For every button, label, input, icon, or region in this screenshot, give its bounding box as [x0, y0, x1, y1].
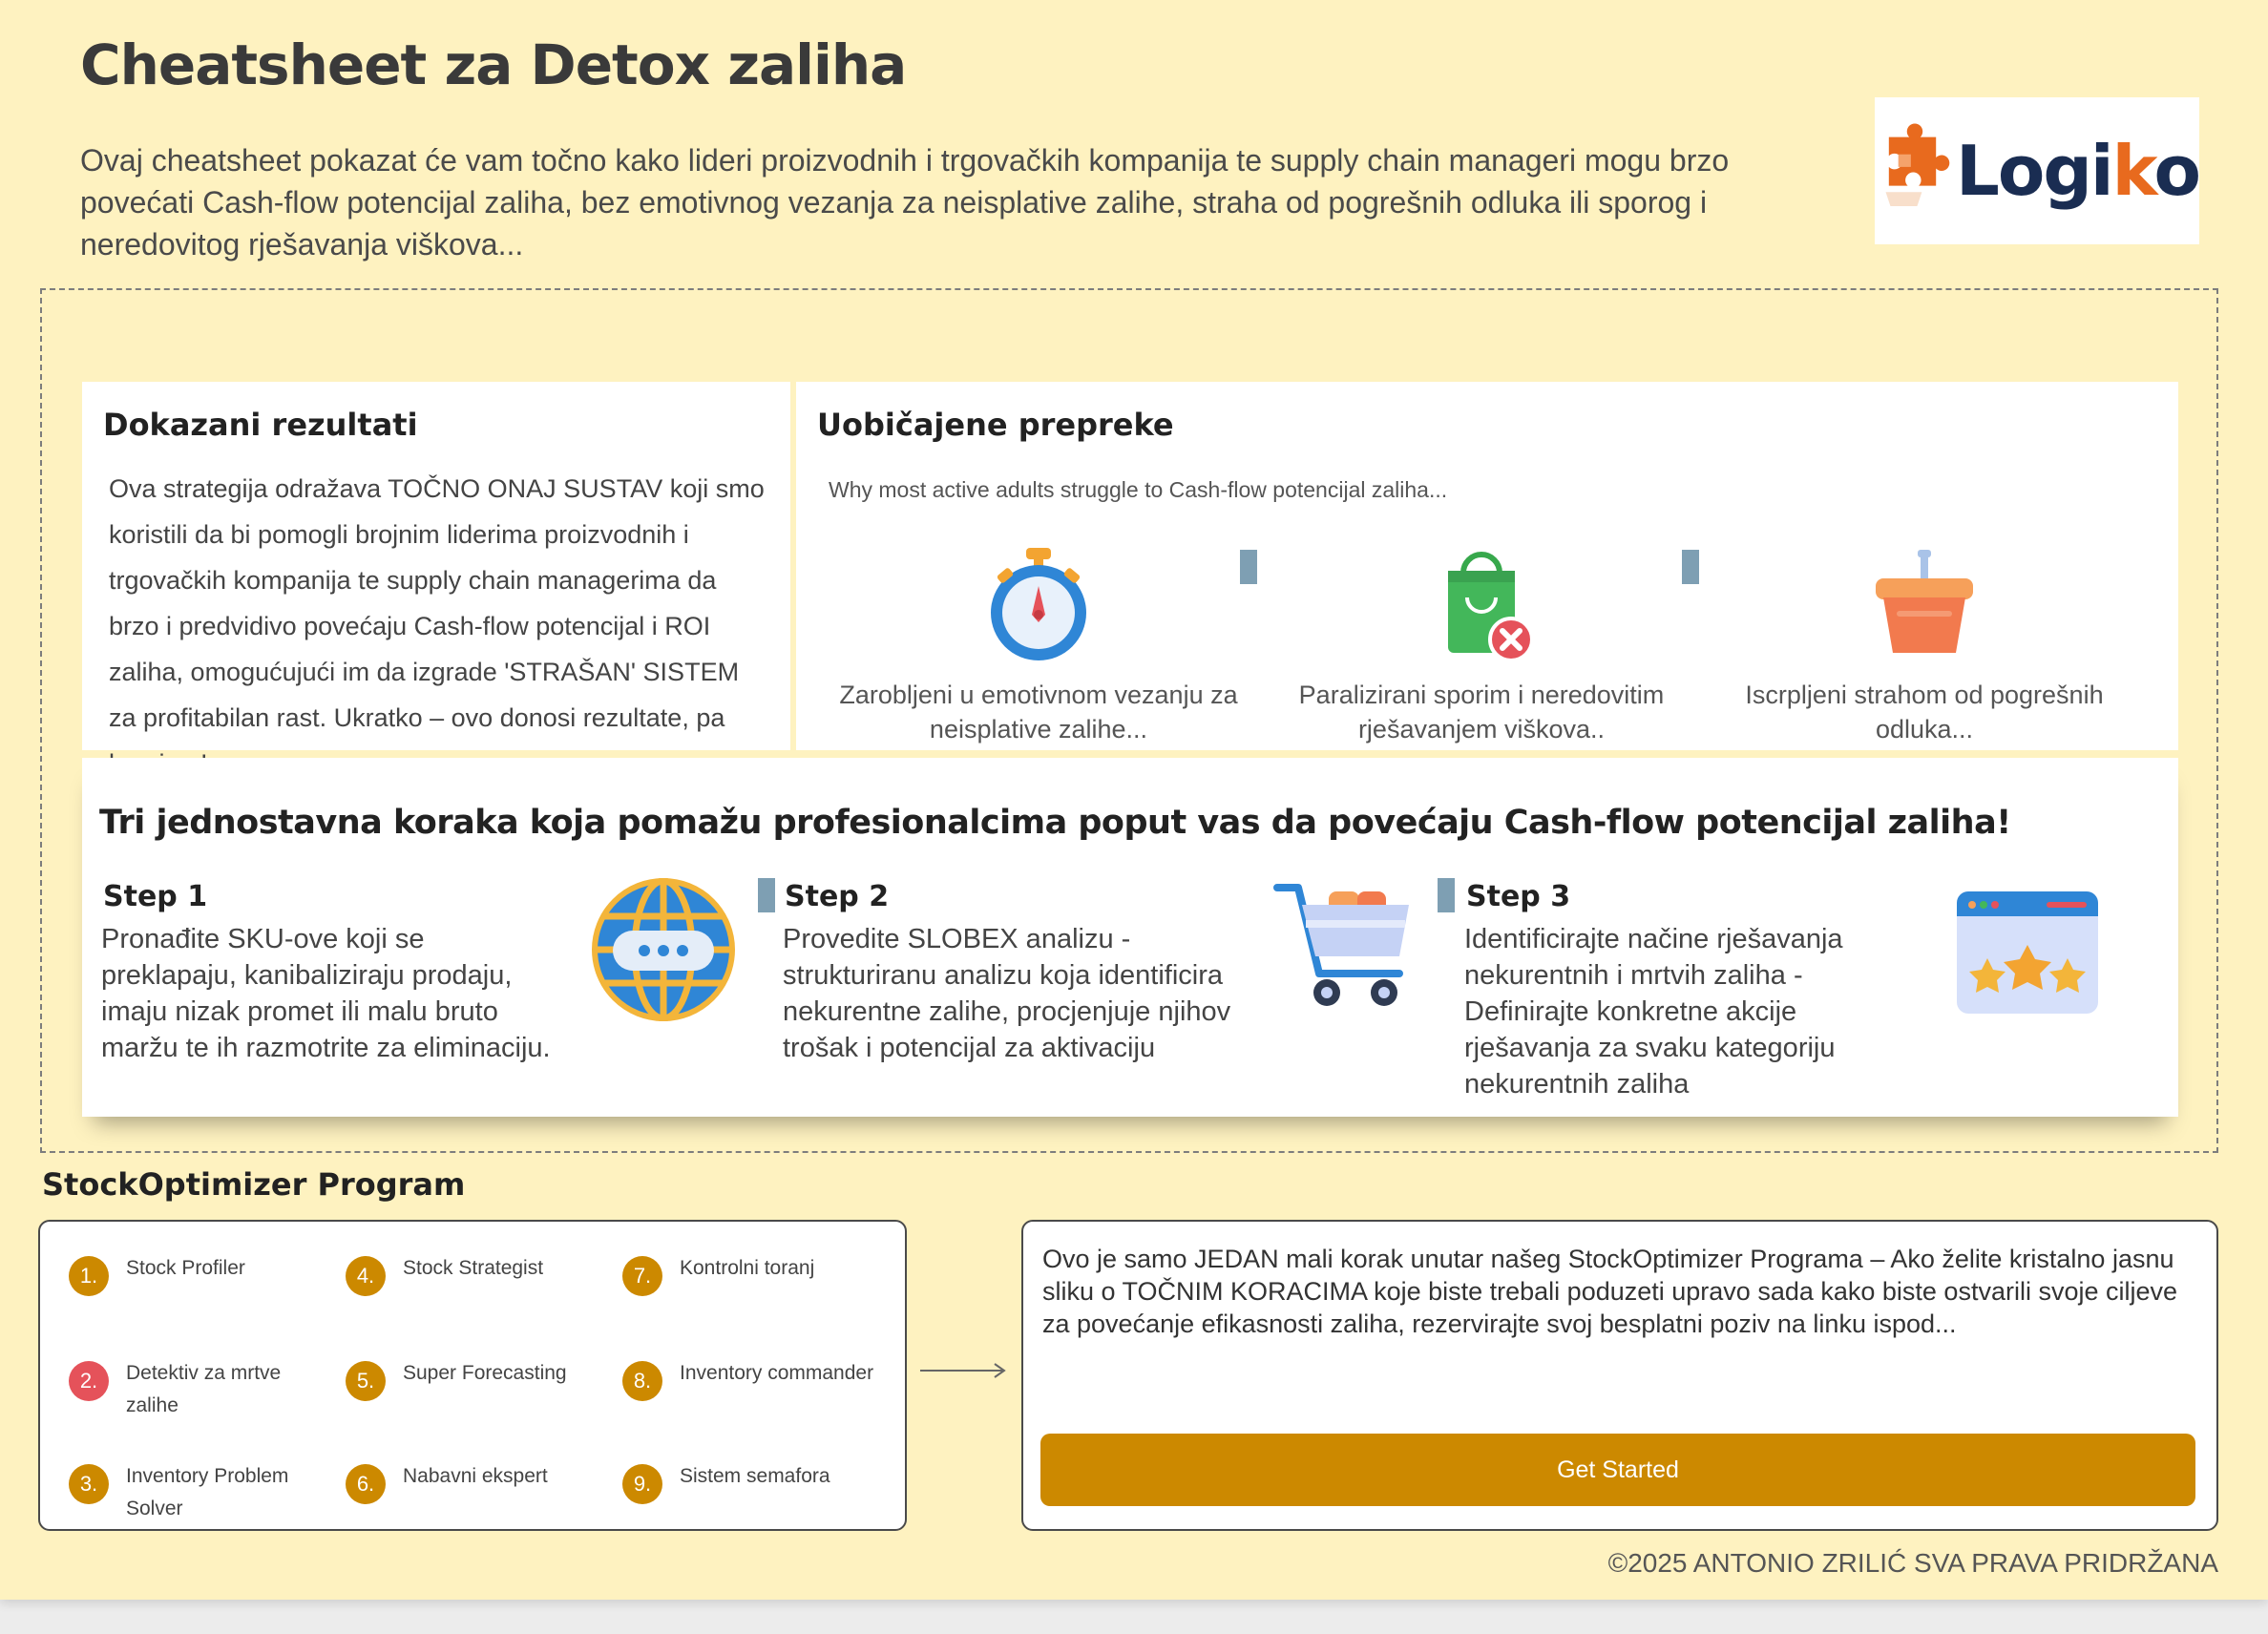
- common-obstacles-subtitle: Why most active adults struggle to Cash-flow potencijal zaliha...: [829, 477, 1448, 502]
- shopping-bag-cancel-icon: [1419, 544, 1544, 668]
- intro-text: Ovaj cheatsheet pokazat će vam točno kako lideri proizvodnih i trgovačkih kompanija te supply chain manageri mogu brzo povećati Cash-flow potencijal zaliha, bez emotivnog vezanja za neisplative zalihe, straha od pogrešnih odluka ili sporog i neredovitog rješavanja viškova...: [80, 143, 1730, 262]
- arrow-right-icon: [918, 1361, 1008, 1380]
- obstacle-item: [1724, 544, 2125, 746]
- divider-mark: [758, 878, 775, 912]
- program-item: [622, 1252, 880, 1296]
- rating-stars-icon: [1955, 890, 2100, 1016]
- proven-results-heading: Dokazani rezultati: [103, 407, 418, 443]
- obstacle-item: [838, 544, 1239, 746]
- step-number-badge: 4.: [346, 1256, 386, 1296]
- program-heading: StockOptimizer Program: [42, 1166, 466, 1203]
- page-title: Cheatsheet za Detox zaliha: [80, 32, 907, 97]
- program-item: [622, 1357, 880, 1401]
- step-number-badge: 9.: [622, 1464, 662, 1504]
- program-item-label: Sistem semafora: [680, 1465, 830, 1487]
- steps-heading: Tri jednostavna koraka koja pomažu profesionalcima poput vas da povećaju Cash-flow potencijal zaliha!: [99, 804, 2011, 842]
- step-number-badge: 5.: [346, 1361, 386, 1401]
- obstacle-text: Paralizirani sporim i neredovitim rješavanjem viškova..: [1298, 681, 1665, 744]
- footer-copyright: ©2025 ANTONIO ZRILIĆ SVA PRAVA PRIDRŽANA: [1607, 1548, 2218, 1578]
- step-title: Step 3: [1466, 880, 1571, 913]
- step-number-badge: 6.: [346, 1464, 386, 1504]
- program-item-label: Inventory commander: [680, 1362, 874, 1384]
- step-title: Step 1: [103, 880, 208, 913]
- program-item: [69, 1357, 326, 1422]
- step-item: [1464, 880, 1922, 1102]
- obstacle-text: Iscrpljeni strahom od pogrešnih odluka...: [1745, 681, 2104, 744]
- step-number-badge: 8.: [622, 1361, 662, 1401]
- divider-mark: [1438, 878, 1455, 912]
- stopwatch-icon: [976, 544, 1101, 668]
- program-item-label: Kontrolni toranj: [680, 1257, 815, 1279]
- program-item-label: Nabavni ekspert: [403, 1465, 548, 1487]
- program-item: [346, 1357, 603, 1401]
- puzzle-logo-icon: [1875, 118, 1950, 223]
- program-item: [622, 1460, 880, 1504]
- globe-chat-icon: [592, 878, 735, 1021]
- proven-results-text: Ova strategija odražava TOČNO ONAJ SUSTAV koji smo koristili da bi pomogli brojnim liderima proizvodnih i trgovačkih kompanija te supply chain managerima da brzo i predvidivo povećaju Cash-flow potencijal i ROI zaliha, omogućujući im da izgrade 'STRAŠAN' SISTEM za profitabilan rast. Ukratko – ovo donosi rezultate, pa: [109, 474, 765, 732]
- program-item: [69, 1460, 326, 1525]
- cta-box: [1021, 1220, 2218, 1531]
- step-text: Identificirajte načine rješavanja nekurentnih i mrtvih zaliha - Definirajte konkretne akcije rješavanja za svaku kategoriju nekurentnih zaliha: [1464, 924, 1843, 1100]
- company-logo: [1875, 97, 2199, 244]
- step-title: Step 2: [785, 880, 890, 913]
- step-number-badge: 7.: [622, 1256, 662, 1296]
- program-item: [346, 1252, 603, 1296]
- obstacle-text: Zarobljeni u emotivnom vezanju za neisplative zalihe...: [839, 681, 1238, 744]
- program-item-label: Super Forecasting: [403, 1362, 567, 1384]
- program-item-label: Detektiv za mrtve zalihe: [126, 1362, 282, 1416]
- shopping-cart-icon: [1273, 880, 1417, 1014]
- step-text: Provedite SLOBEX analizu - strukturiranu analizu koja identificira nekurentne zalihe, procjenjuje njihov trošak i potencijal za aktivaciju: [783, 924, 1231, 1063]
- step-item: [101, 880, 559, 1066]
- program-item: [69, 1252, 326, 1296]
- step-number-badge: 1.: [69, 1256, 109, 1296]
- common-obstacles-heading: Uobičajene prepreke: [817, 407, 1174, 443]
- step-item: [783, 880, 1241, 1066]
- program-item-label: Stock Profiler: [126, 1257, 245, 1279]
- program-list: [38, 1220, 907, 1531]
- program-item-label: Inventory Problem Solver: [126, 1465, 289, 1519]
- step-number-badge: 2.: [69, 1361, 109, 1401]
- steps-card: [82, 758, 2178, 1117]
- basket-icon: [1862, 544, 1986, 668]
- step-text: Pronađite SKU-ove koji se preklapaju, kanibaliziraju prodaju, imaju nizak promet ili malu bruto maržu te ih razmotrite za eliminaciju.: [101, 924, 551, 1063]
- divider-mark: [1682, 550, 1699, 584]
- logo-wordmark: Logiko: [1956, 131, 2199, 211]
- proven-results-card: [82, 382, 790, 750]
- cta-text: Ovo je samo JEDAN mali korak unutar našeg StockOptimizer Programa – Ako želite kristalno jasnu sliku o TOČNIM KORACIMA koje biste trebali poduzeti upravo sada kako biste ostvarili svoje ciljeve za povećanje efikasnosti zaliha, rezervirajte svoj besplatni poziv na linku ispod...: [1042, 1245, 2178, 1338]
- common-obstacles-card: [796, 382, 2178, 750]
- step-number-badge: 3.: [69, 1464, 109, 1504]
- get-started-button[interactable]: Get Started: [1040, 1434, 2195, 1506]
- program-item: [346, 1460, 603, 1504]
- divider-mark: [1240, 550, 1257, 584]
- obstacle-item: [1281, 544, 1682, 746]
- program-item-label: Stock Strategist: [403, 1257, 544, 1279]
